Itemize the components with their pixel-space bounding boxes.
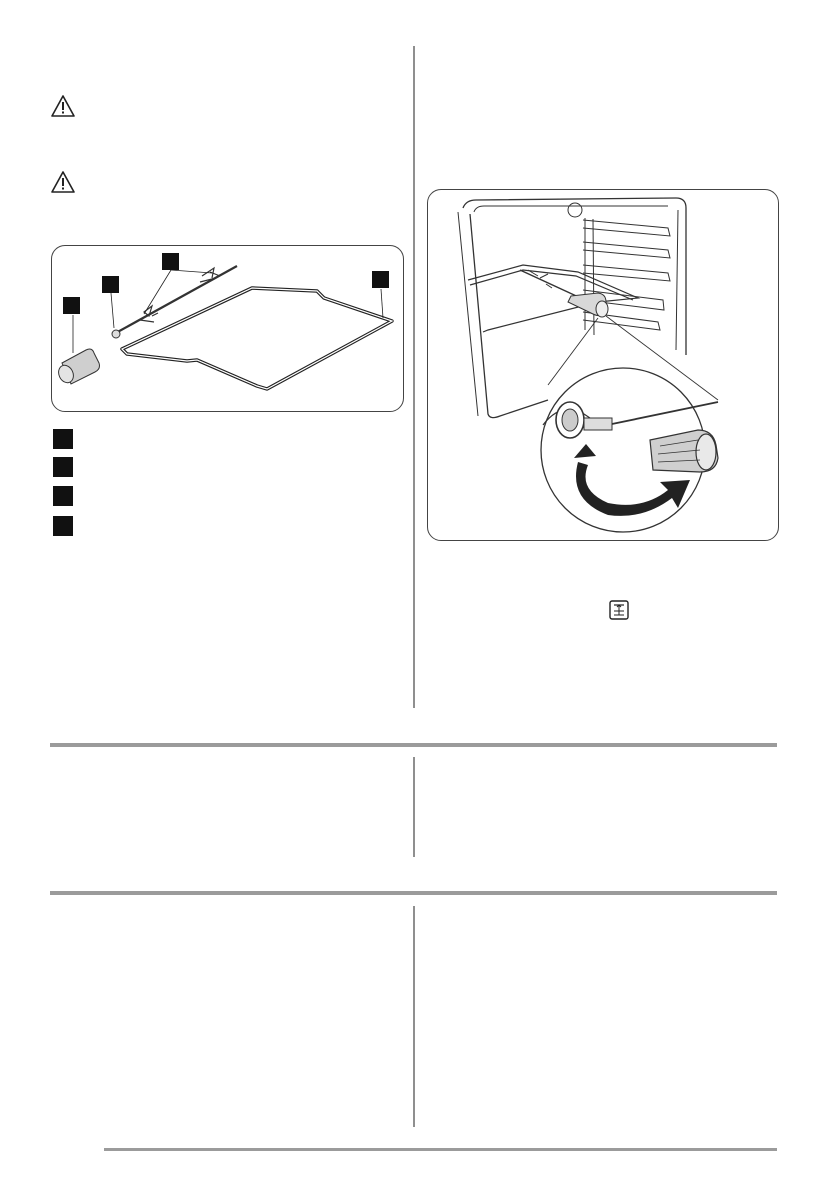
top-heat-symbol-icon	[609, 600, 629, 620]
callout-2	[102, 276, 119, 293]
callout-1	[63, 297, 80, 314]
grill-frame-icon	[122, 288, 392, 389]
column-divider	[413, 906, 415, 1127]
callout-4	[372, 271, 389, 288]
legend-marker-4	[53, 516, 73, 536]
section-separator	[50, 743, 777, 747]
footer-rule	[104, 1148, 777, 1151]
column-divider	[413, 757, 415, 857]
accessories-illustration	[52, 246, 403, 411]
warning-triangle-icon	[50, 94, 76, 118]
callout-3	[162, 253, 179, 270]
accessories-figure	[51, 245, 404, 412]
legend-marker-1	[53, 429, 73, 449]
legend-marker-3	[53, 486, 73, 506]
column-divider	[413, 46, 415, 708]
legend-marker-2	[53, 457, 73, 477]
warning-triangle-icon	[50, 170, 76, 194]
handle-icon	[56, 349, 100, 385]
oven-figure	[427, 189, 779, 541]
section-separator	[50, 891, 777, 895]
oven-spit-illustration	[428, 190, 778, 540]
